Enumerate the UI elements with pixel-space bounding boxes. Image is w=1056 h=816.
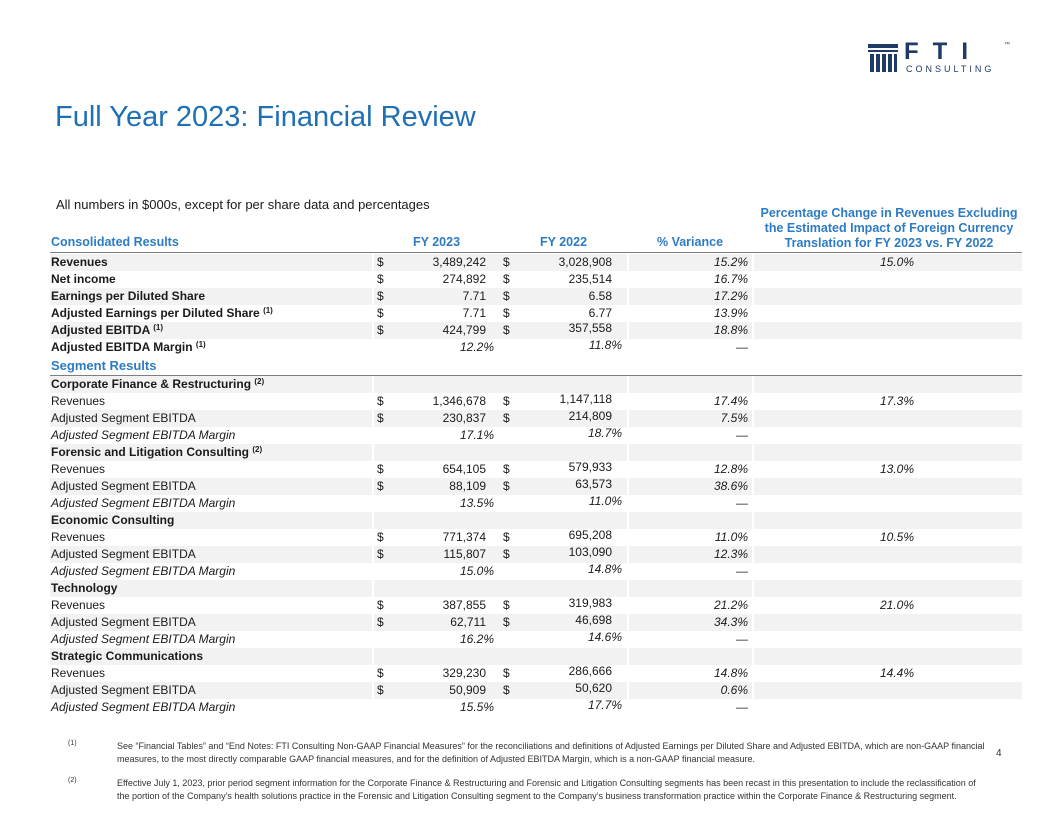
fx-adjusted-change xyxy=(762,427,1032,444)
fx-adjusted-change xyxy=(762,271,1032,288)
fy2022-currency: $ xyxy=(503,306,510,320)
column-gap xyxy=(752,254,754,271)
fy2023-value: 62,711 xyxy=(450,615,486,629)
fy2023-value: 230,837 xyxy=(442,411,486,425)
row-label-text: Adjusted Segment EBITDA xyxy=(51,411,196,425)
column-gap xyxy=(752,682,754,699)
fy2023-value xyxy=(390,512,486,529)
variance-value: 12.3% xyxy=(713,547,748,561)
row-label-text: Strategic Communications xyxy=(51,649,204,663)
variance-value: 18.8% xyxy=(713,323,748,337)
fy2023-currency: $ xyxy=(377,615,384,629)
variance-value: 17.4% xyxy=(713,394,748,408)
column-gap xyxy=(372,376,374,393)
variance-value: 15.2% xyxy=(713,255,748,269)
row-label xyxy=(51,614,196,631)
fy2022-currency: $ xyxy=(503,615,510,629)
variance-value: 11.0% xyxy=(714,530,748,544)
column-gap xyxy=(752,597,754,614)
variance-value: 38.6% xyxy=(713,479,748,493)
row-label-text: Economic Consulting xyxy=(51,513,175,527)
fx-adjusted-change xyxy=(762,288,1032,305)
fy2023-value: 15.5% xyxy=(459,700,494,714)
row-label xyxy=(51,529,105,546)
fy2023-value: 13.5% xyxy=(459,496,494,510)
fy2023-value: 771,374 xyxy=(442,530,486,544)
units-note: All numbers in $000s, except for per share data and percentages xyxy=(56,197,430,212)
column-gap xyxy=(752,665,754,682)
fy2023-currency: $ xyxy=(377,598,384,612)
footnote-ref: (2) xyxy=(254,377,265,386)
row-label xyxy=(51,699,235,716)
fx-adjusted-change: 17.3% xyxy=(879,394,915,408)
fy2023-currency: $ xyxy=(377,547,384,561)
logo-tm: ™ xyxy=(1004,42,1010,48)
fy2022-value: 17.7% xyxy=(587,698,622,712)
row-label xyxy=(51,597,105,614)
fy2023-value: 274,892 xyxy=(442,272,486,286)
fy2023-value: 115,807 xyxy=(443,547,486,561)
row-label xyxy=(51,580,117,597)
variance-value: 16.7% xyxy=(713,272,748,286)
row-label-text: Adjusted Segment EBITDA xyxy=(51,615,196,629)
column-gap xyxy=(752,376,754,393)
fy2023-value: 424,799 xyxy=(442,323,486,337)
variance-value: — xyxy=(736,700,748,714)
fy2023-currency: $ xyxy=(377,411,384,425)
column-gap xyxy=(752,614,754,631)
table-row xyxy=(50,563,1022,580)
footnote-2-number: (2) xyxy=(68,777,77,784)
fy2023-value xyxy=(390,580,486,597)
row-label-text: Adjusted Segment EBITDA xyxy=(51,683,196,697)
row-label-text: Adjusted Segment EBITDA Margin xyxy=(51,632,236,646)
row-label xyxy=(51,665,105,682)
column-gap xyxy=(372,305,374,322)
row-label-text: Technology xyxy=(51,581,118,595)
fy2023-currency: $ xyxy=(377,289,384,303)
logo-subtext: CONSULTING xyxy=(906,64,995,74)
row-label-text: Revenues xyxy=(51,598,106,612)
fx-adjusted-change xyxy=(762,478,1032,495)
fy2023-currency: $ xyxy=(377,479,384,493)
variance-value xyxy=(628,376,748,393)
column-gap xyxy=(372,288,374,305)
fy2023-currency: $ xyxy=(377,530,384,544)
fy2023-currency: $ xyxy=(377,306,384,320)
variance-value: — xyxy=(736,632,748,646)
column-gap xyxy=(752,271,754,288)
row-label xyxy=(51,563,235,580)
header-fy2023: FY 2023 xyxy=(413,235,461,249)
fx-adjusted-change: 15.0% xyxy=(879,255,915,269)
row-label-text: Adjusted EBITDA Margin xyxy=(51,340,193,354)
fy2022-value: 1,147,118 xyxy=(559,392,612,406)
footnote-2-text: Effective July 1, 2023, prior period segment information for the Corporate Finance & Restructuring and Forensic and Litigation Consulting segments has been recast in this presentation to include the reclassification of the portion of the Company’s health solutions practice in the Forensic and Litigation Consulting segment to the Company’s business transformation practice within the Corporate Finance & Restructuring segment. xyxy=(117,778,976,801)
fx-adjusted-change xyxy=(762,546,1032,563)
row-label-text: Earnings per Diluted Share xyxy=(51,289,206,303)
column-gap xyxy=(752,461,754,478)
fy2023-value: 15.0% xyxy=(459,564,494,578)
fy2022-value: 11.0% xyxy=(588,494,622,508)
segment-results-header: Segment Results xyxy=(51,358,157,373)
column-gap xyxy=(752,563,754,580)
column-gap xyxy=(752,512,754,529)
column-gap xyxy=(752,529,754,546)
fy2022-value: 214,809 xyxy=(568,409,612,423)
variance-value: 13.9% xyxy=(713,306,748,320)
column-gap xyxy=(752,478,754,495)
fy2022-value: 103,090 xyxy=(568,545,612,559)
fx-adjusted-change xyxy=(762,648,1032,665)
column-gap xyxy=(752,648,754,665)
fy2022-value: 6.58 xyxy=(588,289,612,303)
fy2022-value: 14.6% xyxy=(587,630,622,644)
column-gap xyxy=(752,699,754,716)
variance-value: 34.3% xyxy=(713,615,748,629)
page-number: 4 xyxy=(996,748,1002,759)
footnote-ref: (2) xyxy=(252,445,263,454)
footnote-1-text: See “Financial Tables” and “End Notes: FTI Consulting Non-GAAP Financial Measures” for the reconciliations and definitions of Adjusted Earnings per Diluted Share and Adjusted EBITDA, which are non-GAAP financial measures, to the most directly comparable GAAP financial measures, and for the definition of Adjusted EBITDA Margin, which is a non-GAAP financial measure. xyxy=(117,741,985,764)
column-gap xyxy=(372,393,374,410)
fy2022-currency: $ xyxy=(503,394,510,408)
table-row xyxy=(50,699,1022,716)
column-gap xyxy=(372,546,374,563)
row-label xyxy=(51,512,174,529)
table-row xyxy=(50,271,1022,288)
fy2022-value: 18.7% xyxy=(587,426,622,440)
fx-adjusted-change xyxy=(762,614,1032,631)
footnote-ref: (1) xyxy=(263,306,273,315)
fx-adjusted-change xyxy=(762,682,1032,699)
fy2023-value xyxy=(390,444,486,461)
fx-adjusted-change: 14.4% xyxy=(879,666,915,680)
variance-value xyxy=(628,444,748,461)
fy2023-currency: $ xyxy=(377,255,384,269)
header-fy2022: FY 2022 xyxy=(540,235,588,249)
column-gap xyxy=(372,410,374,427)
column-gap xyxy=(752,339,754,356)
variance-value: 0.6% xyxy=(720,683,748,697)
variance-value xyxy=(628,580,748,597)
row-label xyxy=(51,546,196,563)
variance-value: — xyxy=(736,564,748,578)
fy2022-currency: $ xyxy=(503,272,510,286)
fx-adjusted-change xyxy=(762,444,1032,461)
variance-value: 21.2% xyxy=(713,598,748,612)
row-label-text: Revenues xyxy=(51,666,106,680)
logo-letters: FTI xyxy=(904,38,982,65)
column-gap xyxy=(752,444,754,461)
row-label xyxy=(51,461,105,478)
column-gap xyxy=(752,495,754,512)
column-gap xyxy=(372,529,374,546)
row-label xyxy=(51,478,196,495)
column-gap xyxy=(372,682,374,699)
fy2022-value: 357,558 xyxy=(568,321,612,335)
fy2023-currency: $ xyxy=(377,683,384,697)
column-gap xyxy=(372,254,374,271)
variance-value: 17.2% xyxy=(713,289,748,303)
fx-adjusted-change xyxy=(762,305,1032,322)
row-label xyxy=(51,254,108,271)
row-label-text: Adjusted Segment EBITDA Margin xyxy=(51,496,236,510)
header-fx-change: Percentage Change in Revenues Excluding the Estimated Impact of Foreign Currency Translation for FY 2023 vs. FY 2022 xyxy=(760,206,1018,250)
header-divider xyxy=(50,252,1022,253)
row-label-text: Adjusted Segment EBITDA xyxy=(51,479,196,493)
footnote-1-number: (1) xyxy=(68,740,77,747)
column-gap xyxy=(752,580,754,597)
fy2022-currency: $ xyxy=(503,683,510,697)
column-gap xyxy=(752,546,754,563)
row-label xyxy=(51,444,262,461)
fy2023-currency: $ xyxy=(377,323,384,337)
row-label xyxy=(51,495,235,512)
fx-adjusted-change xyxy=(762,631,1032,648)
table-row xyxy=(50,631,1022,648)
fx-adjusted-change: 10.5% xyxy=(879,530,915,544)
row-label xyxy=(51,339,206,356)
fy2022-currency: $ xyxy=(503,598,510,612)
variance-value: — xyxy=(736,428,748,442)
fx-adjusted-change xyxy=(762,410,1032,427)
row-label-text: Adjusted Earnings per Diluted Share xyxy=(51,306,260,320)
column-gap xyxy=(372,580,374,597)
fy2022-currency: $ xyxy=(503,255,510,269)
fy2022-value: 63,573 xyxy=(575,477,612,491)
fy2023-value xyxy=(390,376,486,393)
fx-adjusted-change xyxy=(762,322,1032,339)
variance-value: 12.8% xyxy=(713,462,748,476)
row-label xyxy=(51,305,273,322)
row-label-text: Revenues xyxy=(51,462,106,476)
page-title: Full Year 2023: Financial Review xyxy=(55,101,476,133)
row-label xyxy=(51,393,105,410)
row-label-text: Adjusted Segment EBITDA Margin xyxy=(51,700,236,714)
table-row xyxy=(50,288,1022,305)
fy2022-currency: $ xyxy=(503,547,510,561)
column-gap xyxy=(372,512,374,529)
row-label xyxy=(51,410,196,427)
column-gap xyxy=(372,648,374,665)
fy2022-value: 695,208 xyxy=(568,528,612,542)
fx-adjusted-change xyxy=(762,376,1032,393)
fx-adjusted-change: 21.0% xyxy=(879,598,915,612)
fy2022-value: 286,666 xyxy=(568,664,612,678)
fx-adjusted-change xyxy=(762,512,1032,529)
table-row xyxy=(50,339,1022,356)
fy2022-value: 46,698 xyxy=(575,613,612,627)
fy2023-value: 329,230 xyxy=(442,666,486,680)
column-gap xyxy=(372,322,374,339)
row-label-text: Adjusted Segment EBITDA Margin xyxy=(51,564,236,578)
fy2023-value: 88,109 xyxy=(449,479,486,493)
row-label xyxy=(51,322,163,339)
column-gap xyxy=(752,288,754,305)
fy2022-value: 3,028,908 xyxy=(558,255,612,269)
row-label-text: Forensic and Litigation Consulting xyxy=(51,445,249,459)
row-label-text: Adjusted EBITDA xyxy=(51,323,150,337)
fy2022-currency: $ xyxy=(503,323,510,337)
column-gap xyxy=(752,393,754,410)
fy2023-value: 50,909 xyxy=(449,683,486,697)
table-row xyxy=(50,254,1022,271)
fy2022-value: 579,933 xyxy=(568,460,612,474)
column-gap xyxy=(752,305,754,322)
fy2022-value: 14.8% xyxy=(587,562,622,576)
fx-adjusted-change xyxy=(762,495,1032,512)
fy2023-value: 654,105 xyxy=(442,462,486,476)
fy2023-value: 387,855 xyxy=(442,598,486,612)
fy2023-value: 1,346,678 xyxy=(432,394,486,408)
column-gap xyxy=(752,427,754,444)
fy2022-currency: $ xyxy=(503,479,510,493)
row-label-text: Corporate Finance & Restructuring xyxy=(51,377,252,391)
row-label xyxy=(51,288,205,305)
fy2022-value: 319,983 xyxy=(568,596,612,610)
row-label-text: Revenues xyxy=(51,255,108,269)
fy2022-currency: $ xyxy=(503,411,510,425)
fx-adjusted-change xyxy=(762,339,1032,356)
variance-value: 14.8% xyxy=(713,666,748,680)
column-gap xyxy=(372,461,374,478)
column-gap xyxy=(372,597,374,614)
column-gap xyxy=(372,444,374,461)
footnote-ref: (1) xyxy=(195,340,206,349)
row-label-text: Adjusted Segment EBITDA xyxy=(51,547,196,561)
column-gap xyxy=(372,614,374,631)
header-variance: % Variance xyxy=(657,235,724,249)
fti-building-icon xyxy=(868,44,898,72)
variance-value: — xyxy=(736,496,748,510)
fy2022-currency: $ xyxy=(503,666,510,680)
row-label-text: Revenues xyxy=(51,530,106,544)
fy2023-value: 3,489,242 xyxy=(432,255,486,269)
row-label xyxy=(51,682,196,699)
footnote-ref: (1) xyxy=(153,323,164,332)
row-label-text: Adjusted Segment EBITDA Margin xyxy=(51,428,236,442)
fy2023-value: 7.71 xyxy=(462,306,486,320)
fx-adjusted-change xyxy=(762,563,1032,580)
table-row xyxy=(50,427,1022,444)
fy2023-currency: $ xyxy=(377,272,384,286)
header-consolidated-results: Consolidated Results xyxy=(51,235,179,249)
column-gap xyxy=(752,631,754,648)
fy2022-currency: $ xyxy=(503,530,510,544)
row-label xyxy=(51,631,235,648)
column-gap xyxy=(372,478,374,495)
fx-adjusted-change xyxy=(762,580,1032,597)
table-row xyxy=(50,495,1022,512)
fy2023-value: 16.2% xyxy=(459,632,494,646)
fy2022-value: 235,514 xyxy=(568,272,612,286)
fx-adjusted-change xyxy=(762,699,1032,716)
fy2023-value: 7.71 xyxy=(462,289,486,303)
column-gap xyxy=(752,322,754,339)
fti-logo xyxy=(868,38,1010,74)
variance-value xyxy=(628,648,748,665)
row-label-text: Net income xyxy=(51,272,116,286)
fy2023-currency: $ xyxy=(377,462,384,476)
row-label xyxy=(51,648,203,665)
variance-value: — xyxy=(736,340,748,354)
variance-value: 7.5% xyxy=(720,411,748,425)
fy2023-currency: $ xyxy=(377,394,384,408)
fy2022-value: 50,620 xyxy=(575,681,612,695)
column-gap xyxy=(372,665,374,682)
row-label xyxy=(51,376,264,393)
row-label-text: Revenues xyxy=(51,394,106,408)
row-label xyxy=(51,271,116,288)
fy2023-value: 17.1% xyxy=(459,428,494,442)
fy2022-value: 6.77 xyxy=(588,306,612,320)
variance-value xyxy=(628,512,748,529)
fy2023-value: 12.2% xyxy=(459,340,494,354)
fy2022-currency: $ xyxy=(503,462,510,476)
fx-adjusted-change: 13.0% xyxy=(879,462,915,476)
fy2022-value: 11.8% xyxy=(588,338,622,352)
column-gap xyxy=(372,271,374,288)
row-label xyxy=(51,427,235,444)
fy2023-value xyxy=(390,648,486,665)
fy2022-currency: $ xyxy=(503,289,510,303)
column-gap xyxy=(752,410,754,427)
fy2023-currency: $ xyxy=(377,666,384,680)
